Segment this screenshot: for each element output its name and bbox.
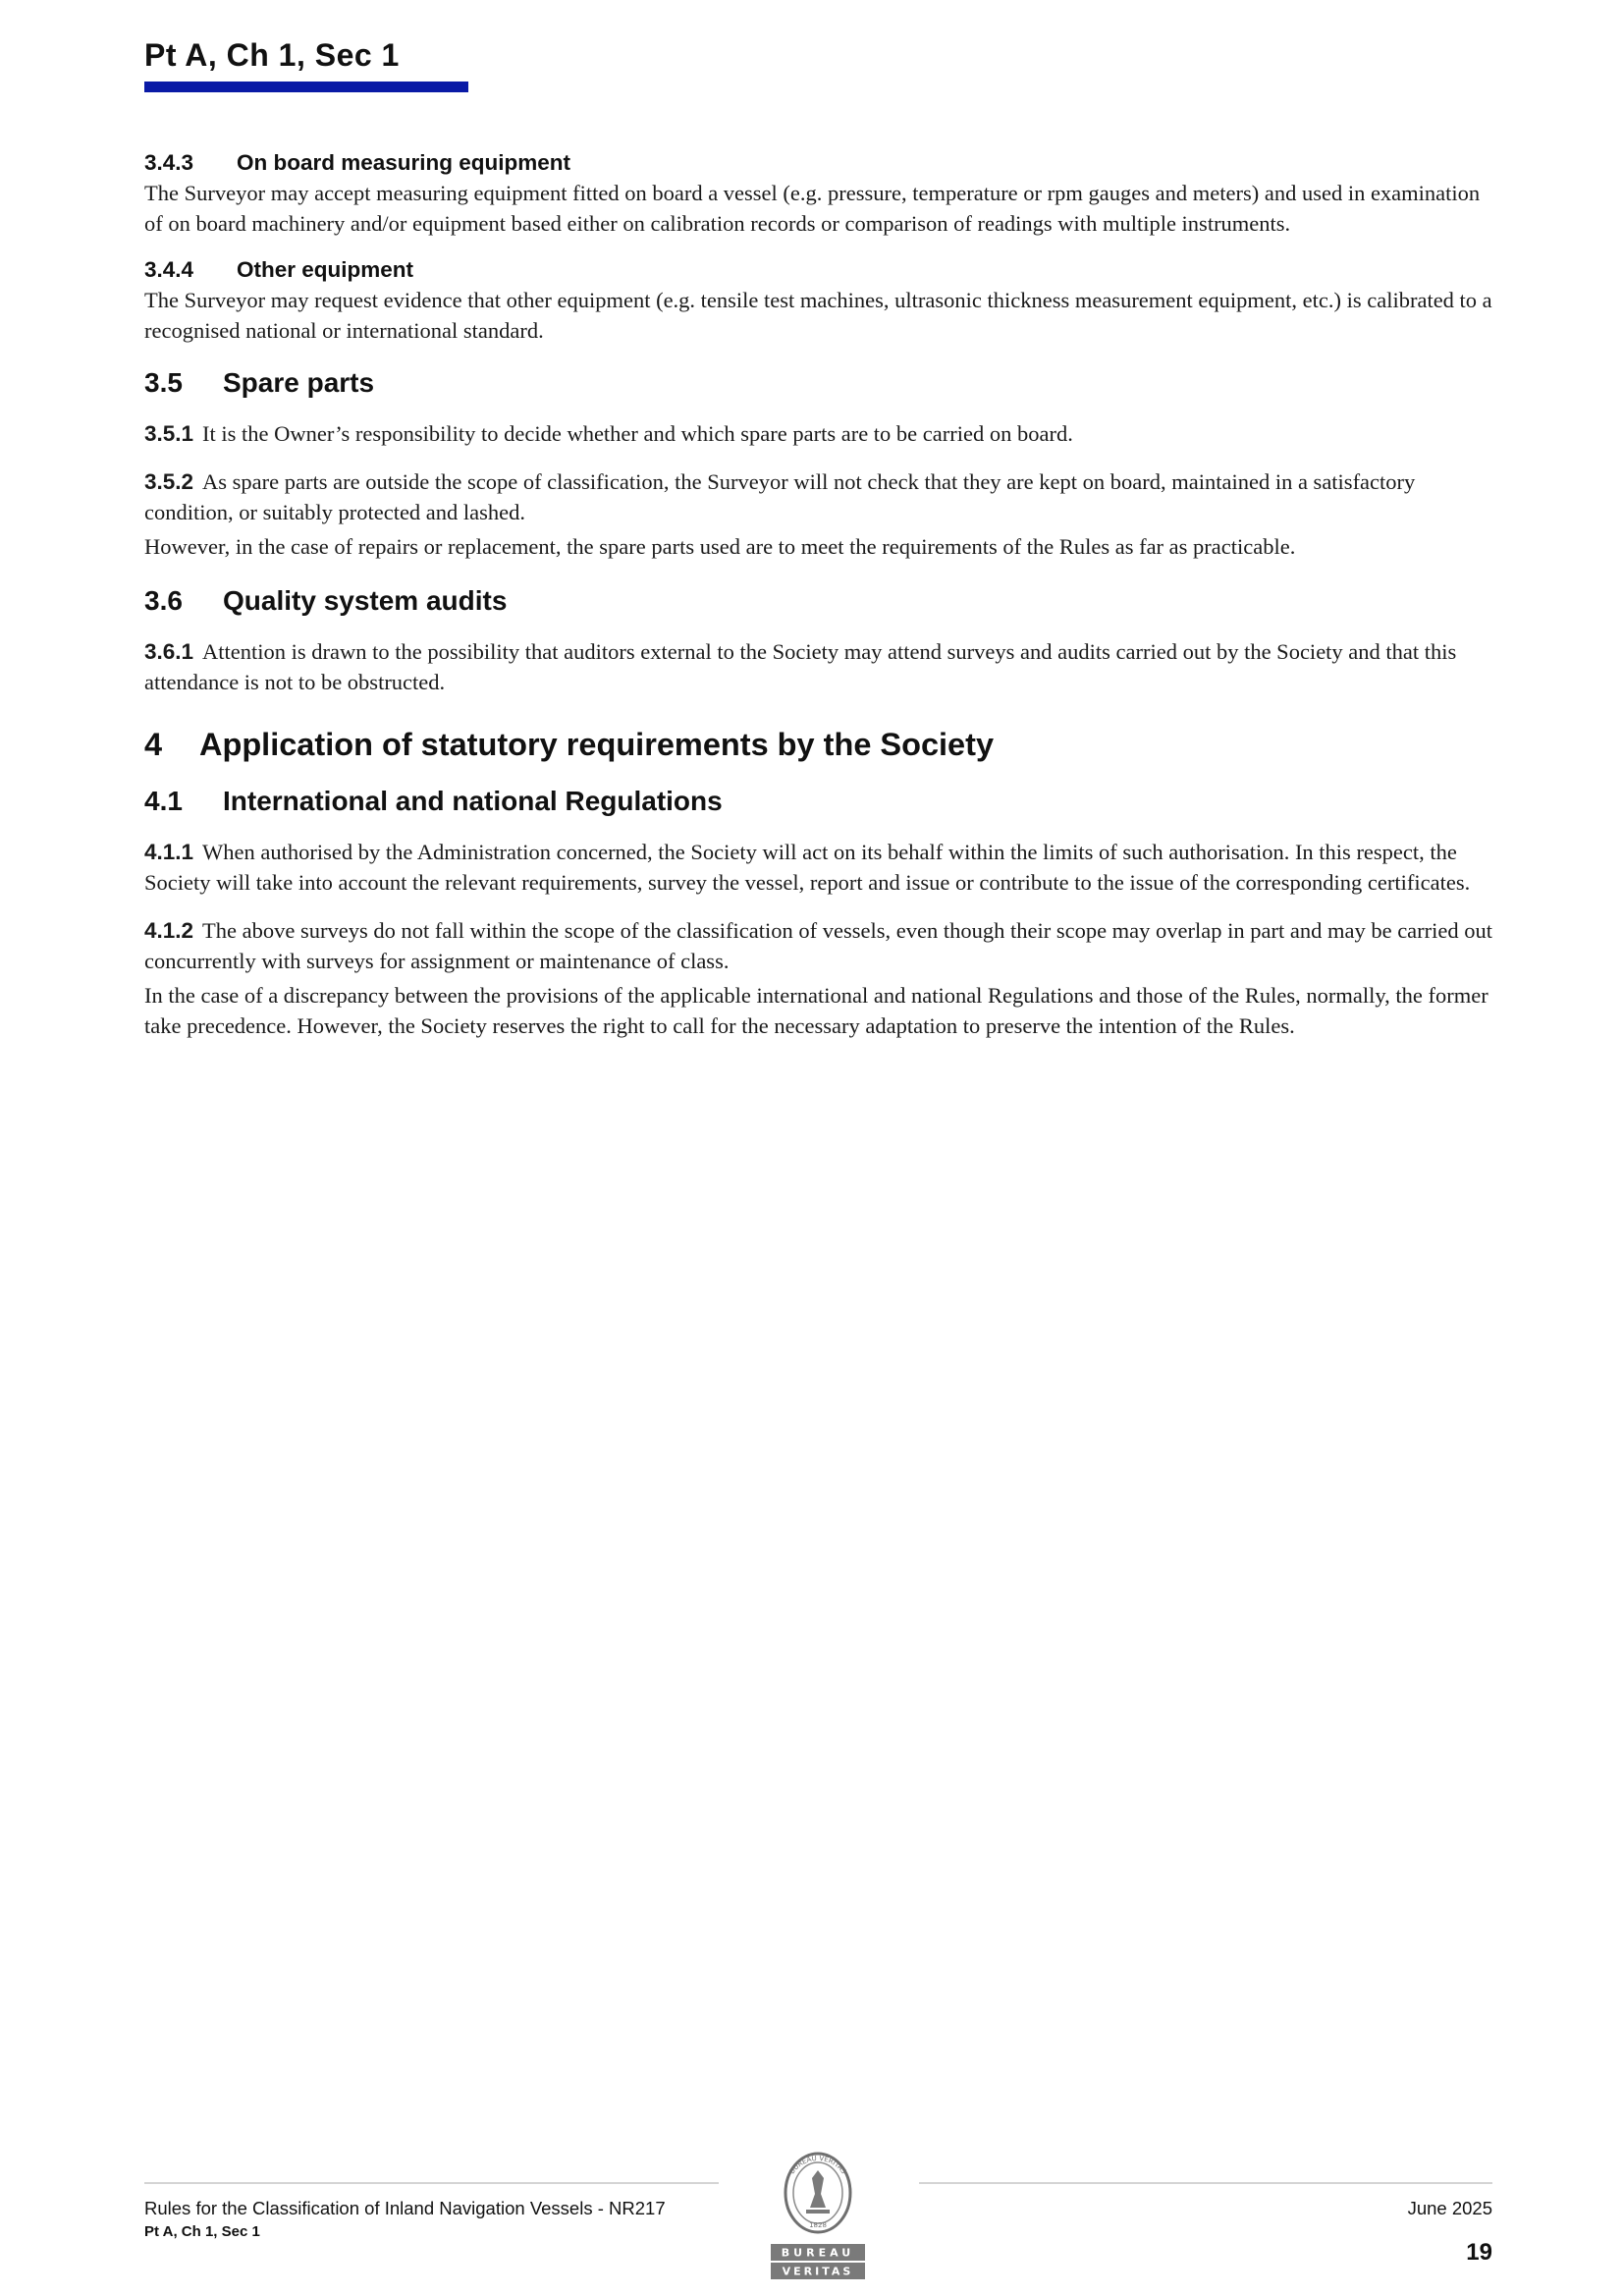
- bureau-veritas-logo: [769, 2149, 867, 2281]
- paragraph-3-5-1: [144, 418, 1494, 449]
- paragraph-3-4-4: The Surveyor may request evidence that other equipment (e.g. tensile test machines, ultrasonic thickness measurement equipment, etc.) is calibrated to a recognised national or international standard.: [144, 288, 1492, 343]
- footer-date: June 2025: [1407, 2198, 1492, 2218]
- paragraph-3-5-2-cont: However, in the case of repairs or replacement, the spare parts used are to meet the requirements of the Rules as far as practicable.: [144, 534, 1296, 559]
- paragraph-text: The above surveys do not fall within the scope of the classification of vessels, even though their scope may overlap in part and may be carried out concurrently with surveys for assignment or maintenance of class.: [144, 918, 1493, 973]
- paragraph-number: 3.6.1: [144, 639, 194, 664]
- heading-title: Other equipment: [237, 257, 414, 282]
- paragraph-number: 3.5.1: [144, 421, 194, 446]
- paragraph-text: It is the Owner’s responsibility to decide whether and which spare parts are to be carried on board.: [202, 421, 1073, 446]
- heading-title: Application of statutory requirements by the Society: [199, 727, 995, 762]
- heading-title: International and national Regulations: [223, 786, 723, 816]
- paragraph-number: 4.1.2: [144, 918, 194, 943]
- header-rule: [144, 82, 468, 92]
- footer-rule-right: [919, 2182, 1492, 2184]
- heading-3-6: [144, 583, 1494, 619]
- heading-3-4-4: [144, 254, 1494, 285]
- heading-number: 3.6: [144, 585, 183, 616]
- paragraph-3-6-1: [144, 636, 1494, 697]
- heading-3-5: [144, 365, 1494, 401]
- footer-document-title: Rules for the Classification of Inland Navigation Vessels - NR217: [144, 2198, 666, 2218]
- footer-section-ref: Pt A, Ch 1, Sec 1: [144, 2223, 260, 2240]
- paragraph-number: 3.5.2: [144, 469, 194, 494]
- heading-title: Quality system audits: [223, 585, 508, 616]
- paragraph-number: 4.1.1: [144, 840, 194, 864]
- page-number: 19: [1466, 2239, 1492, 2266]
- running-head: Pt A, Ch 1, Sec 1: [144, 37, 400, 73]
- logo-year: 1828: [809, 2221, 827, 2229]
- logo-word-bureau: BUREAU: [781, 2246, 855, 2260]
- paragraph-text: When authorised by the Administration concerned, the Society will act on its behalf within the limits of such authorisation. In this respect, the Society will take into account the relevant requirements, survey the vessel, report and issue or contribute to the issue of the corresponding certificates.: [144, 840, 1471, 895]
- heading-3-4-3: [144, 147, 1494, 178]
- footer-rule-left: [144, 2182, 719, 2184]
- paragraph-4-1-2-cont: In the case of a discrepancy between the provisions of the applicable international and national Regulations and those of the Rules, normally, the former take precedence. However, the Society reserves the right to call for the necessary adaptation to preserve the intention of the Rules.: [144, 983, 1488, 1038]
- paragraph-text: As spare parts are outside the scope of classification, the Surveyor will not check that they are kept on board, maintained in a satisfactory condition, or suitably protected and lashed.: [144, 469, 1416, 524]
- heading-4: [144, 725, 1494, 764]
- logo-word-veritas: VERITAS: [782, 2265, 854, 2278]
- logo-arc-text: BUREAU VERITAS: [787, 2154, 848, 2176]
- heading-title: On board measuring equipment: [237, 150, 571, 175]
- heading-number: 3.4.4: [144, 257, 194, 282]
- page-body: [144, 147, 1494, 1041]
- heading-title: Spare parts: [223, 367, 375, 398]
- paragraph-4-1-2: [144, 915, 1494, 976]
- heading-number: 4: [144, 727, 163, 762]
- paragraph-3-5-2: [144, 466, 1494, 527]
- paragraph-3-4-3: The Surveyor may accept measuring equipment fitted on board a vessel (e.g. pressure, temperature or rpm gauges and meters) and used in examination of on board machinery and/or equipment based either on calibration records or comparison of readings with multiple instruments.: [144, 181, 1481, 236]
- heading-4-1: [144, 784, 1494, 819]
- heading-number: 3.5: [144, 367, 183, 398]
- paragraph-text: Attention is drawn to the possibility that auditors external to the Society may attend surveys and audits carried out by the Society and that this attendance is not to be obstructed.: [144, 639, 1457, 694]
- heading-number: 3.4.3: [144, 150, 194, 175]
- heading-number: 4.1: [144, 786, 183, 816]
- paragraph-4-1-1: [144, 837, 1494, 898]
